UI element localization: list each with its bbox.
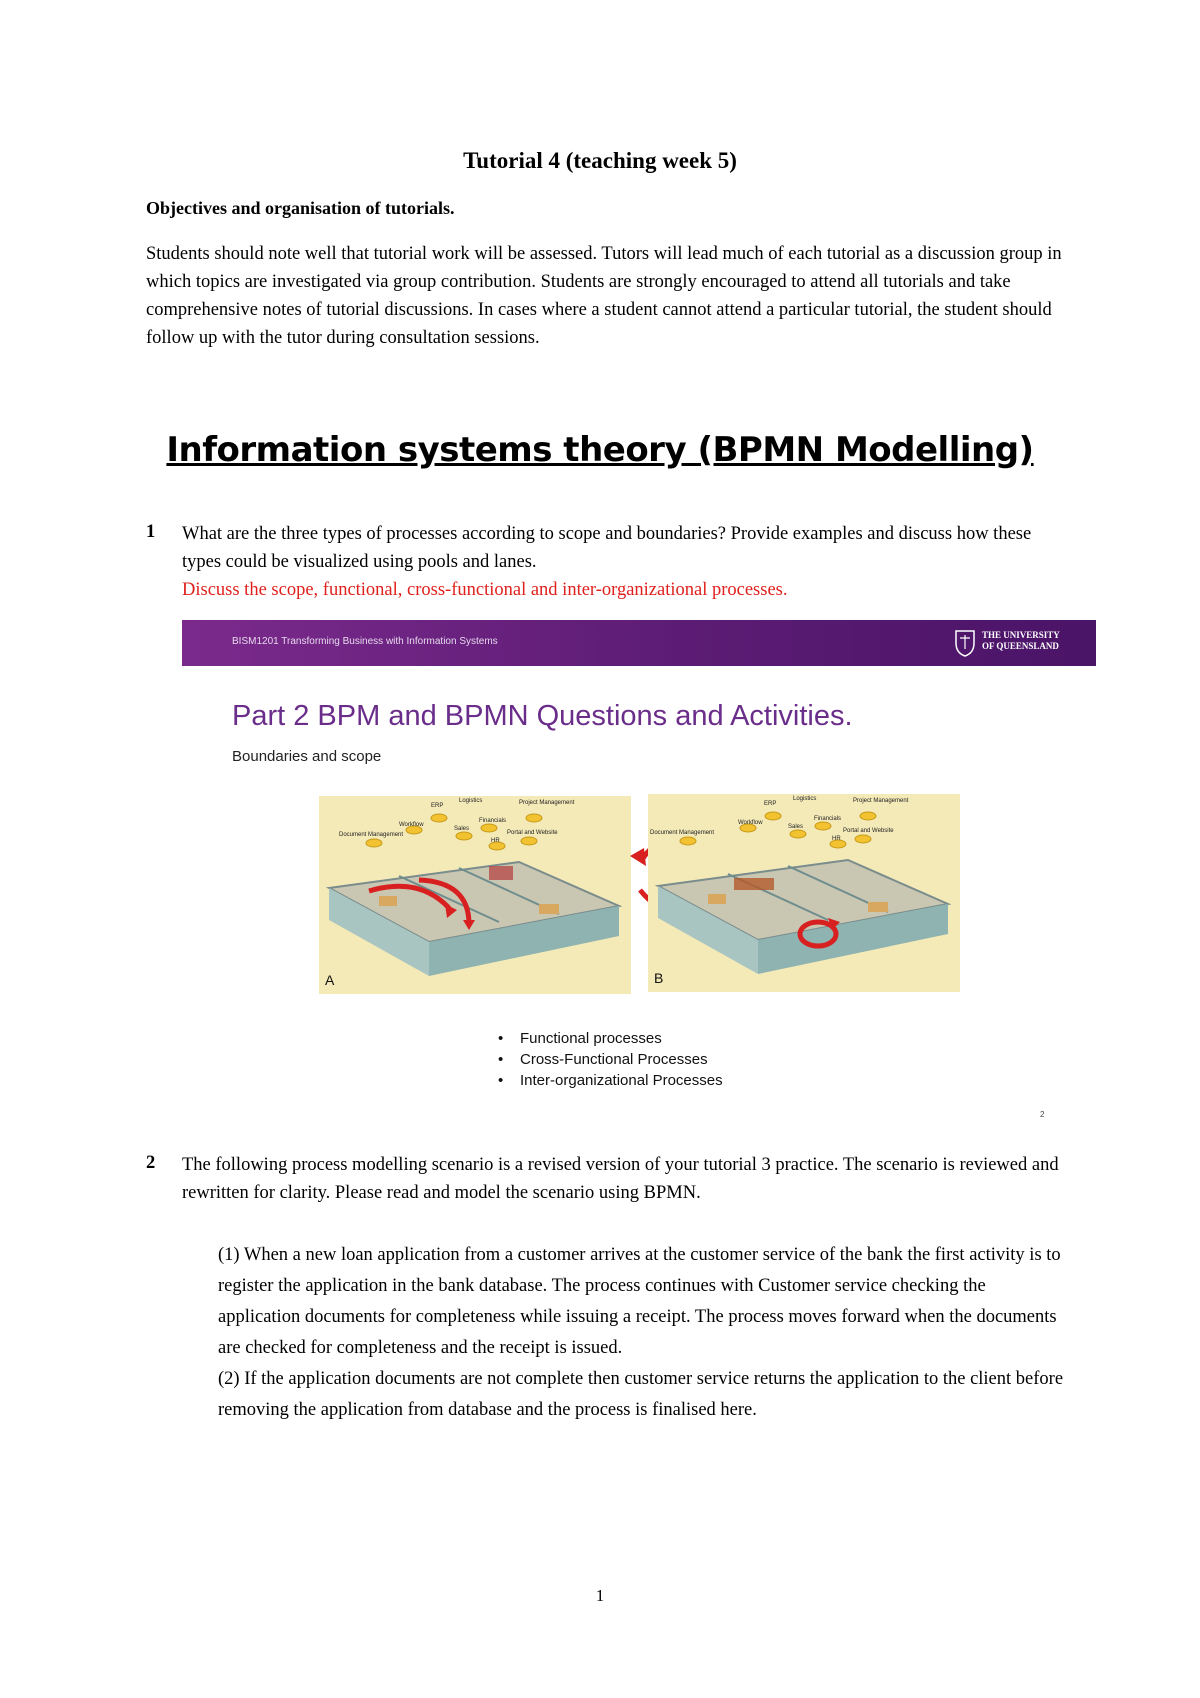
panel-b-label-document-management: Document Management (650, 830, 715, 836)
panel-b-label-project-management: Project Management (853, 798, 909, 804)
slide-course-title: BISM1201 Transforming Business with Information Systems (232, 636, 498, 647)
loan-scenario (218, 1240, 1068, 1426)
process-types-list (498, 1028, 723, 1091)
illustration-panel-a (319, 796, 631, 994)
panel-b-label-workflow: Workflow (738, 820, 763, 826)
panel-a-label-portal-and-website: Portal and Website (507, 830, 558, 836)
panel-a-label-project-management: Project Management (519, 800, 575, 806)
page-number: 1 (595, 1586, 605, 1605)
bullet-functional-processes: • Functional processes (498, 1028, 723, 1049)
panel-a-label-hr: HR (491, 838, 500, 844)
university-name-line2: OF QUEENSLAND (982, 641, 1059, 651)
panel-a-label-erp: ERP (431, 803, 444, 809)
slide-banner (182, 620, 1096, 666)
document-title: Tutorial 4 (teaching week 5) (463, 148, 737, 173)
objectives-paragraph: Students should note well that tutorial work will be assessed. Tutors will lead much of each tutorial as a discussion group in which topics are investigated via group contribution. Students are strongly encouraged to attend all tutorials and take comprehensive notes of tutorial discussions. In cases where a student cannot attend a particular tutorial, the student should follow up with the tutor during consultation sessions. (146, 244, 1062, 348)
panel-b-label-sales: Sales (788, 824, 804, 830)
panel-b-label-hr: HR (832, 836, 841, 842)
bullet-cross-functional-processes: • Cross-Functional Processes (498, 1049, 723, 1070)
question-2-text: The following process modelling scenario is a revised version of your tutorial 3 practice. The scenario is reviewed and rewritten for clarity. Please read and model the scenario using BPMN. (182, 1155, 1059, 1203)
embedded-slide (182, 620, 1096, 1120)
panel-b-label-erp: ERP (764, 801, 777, 807)
question-1-number: 1 (146, 522, 156, 542)
panel-a-label-document-management: Document Management (339, 832, 404, 838)
panel-b-label: B (654, 970, 664, 986)
question-2-number: 2 (146, 1153, 156, 1173)
bullet-inter-organizational-processes: • Inter-organizational Processes (498, 1070, 723, 1091)
scenario-step-2: (2) If the application documents are not complete then customer service returns the application to the client before removing the application from database and the process is finalised here. (218, 1369, 1064, 1420)
slide-subtitle: Boundaries and scope (232, 748, 382, 765)
university-name-line1: THE UNIVERSITY (982, 630, 1060, 640)
objectives-heading: Objectives and organisation of tutorials. (146, 198, 455, 218)
panel-a-label: A (325, 972, 335, 988)
office-floorplan-a-illustration (319, 796, 631, 994)
panel-a-label-financials: Financials (479, 818, 507, 824)
panel-b-label-financials: Financials (814, 816, 842, 822)
question-1-answer: Discuss the scope, functional, cross-functional and inter-organizational processes. (182, 580, 788, 600)
question-1-text: What are the three types of processes according to scope and boundaries? Provide examples and discuss how these types could be visualized using pools and lanes. (182, 524, 1032, 572)
panel-a-label-sales: Sales (454, 826, 470, 832)
slide-title: Part 2 BPM and BPMN Questions and Activities. (232, 700, 853, 732)
slide-number: 2 (1040, 1110, 1045, 1119)
university-logo (952, 628, 1092, 658)
panel-b-label-portal-and-website: Portal and Website (843, 828, 894, 834)
panel-b-label-logistics: Logistics (793, 796, 817, 802)
scenario-step-1: (1) When a new loan application from a customer arrives at the customer service of the bank the first activity is to register the application in the bank database. The process continues with Customer service checking the application documents for completeness while issuing a receipt. The process moves forward when the documents are checked for completeness and the receipt is issued. (218, 1245, 1061, 1358)
section-heading: Information systems theory (BPMN Modelling) (166, 430, 1034, 470)
uq-crest-icon (954, 629, 976, 657)
panel-a-label-workflow: Workflow (399, 822, 424, 828)
office-floorplan-b-illustration (648, 794, 960, 994)
panel-a-label-logistics: Logistics (459, 798, 483, 804)
illustration-panel-b (648, 794, 960, 992)
